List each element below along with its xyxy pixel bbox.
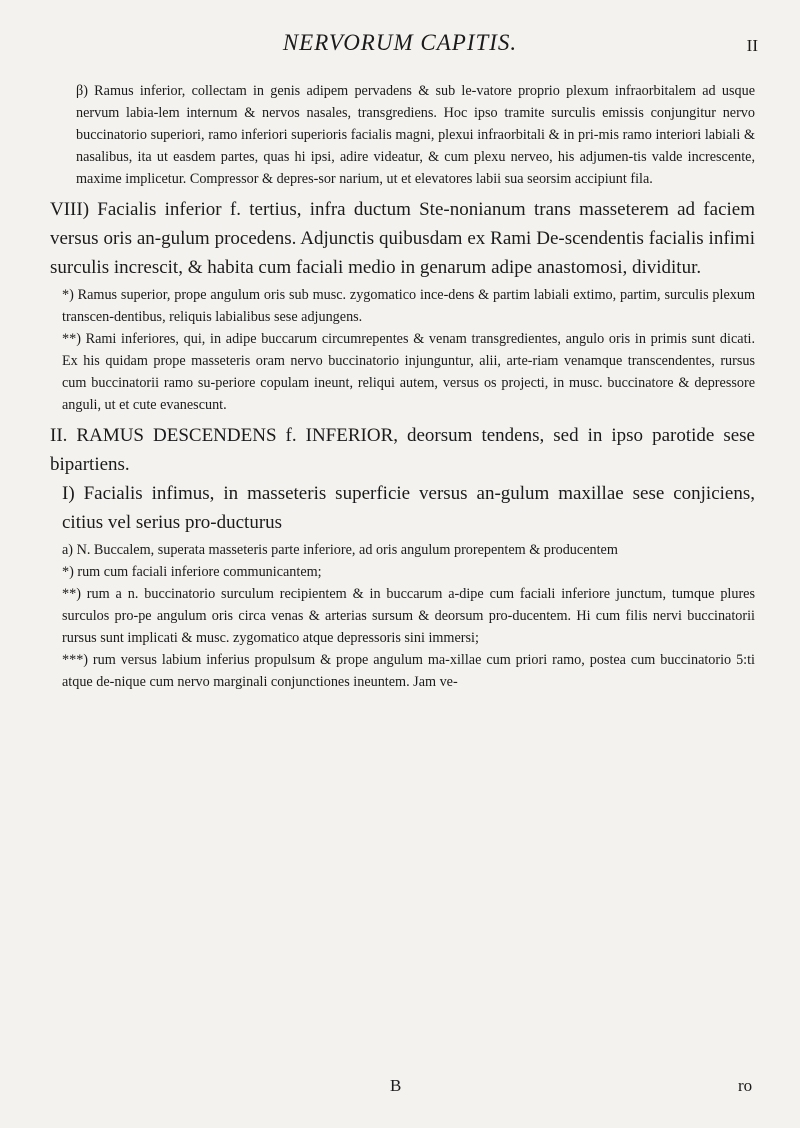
heading-facialis-infimus: I) Facialis infimus, in masseteris superficie versus an-gulum maxillae sese conjiciens, citius vel serius pro-ducturus [62, 483, 755, 533]
heading-facialis-inferior: VIII) Facialis inferior f. tertius, infra ductum Ste-nonianum trans masseterem ad faciem versus oris an-gulum procedens. Adjunctis quibusdam ex Rami De-scendentis facialis infimi surculis increscit, & habita cum faciali medio in genarum adipe anastomosi, dividitur. [50, 199, 755, 278]
paragraph-propulsum: ***) rum versus labium inferius propulsum & prope angulum ma-xillae cum priori ramo, postea cum buccinatorio 5:ti atque de-nique cum nervo marginali conjunctiones ineuntem. Jam ve- [62, 652, 755, 690]
paragraph-n-buccalem: a) N. Buccalem, superata masseteris parte inferiore, ad oris angulum prorepentem & producentem [62, 542, 618, 558]
catchword: ro [738, 1076, 753, 1095]
paragraph-communicantem: *) rum cum faciali inferiore communicantem; [62, 564, 322, 580]
paragraph-ramus-inferior: β) Ramus inferior, collectam in genis adipem pervadens & sub le-vatore proprio plexum infraorbitalem ad usque nervum labia-lem internum & nervos nasales, transgrediens. Hoc ipso tramite surculis emissis conjungitur nervo buccinatorio superiori, ramo inferiori superioris facialis magni, plexui infraorbitali & in pri-mis ramo interiori labiali & nasalibus, ita ut easdem partes, quas hi ipsi, adire videatur, & cum plexu nerveo, his adjumen-tis valde increscente, maxime implicetur. Compressor & depres-sor narium, ut et elevatores labii sua seorsim accipiunt fila. [76, 83, 755, 187]
running-head: NERVORUM CAPITIS. [282, 30, 518, 55]
page-number: II [746, 36, 758, 55]
paragraph-ramus-superior: *) Ramus superior, prope angulum oris sub musc. zygomatico ince-dens & partim labiali extimo, partim, surculis plexum transcen-dentibus, reliquis labialibus sese adjungens. [62, 287, 755, 325]
signature-mark: B [390, 1076, 402, 1095]
heading-ramus-descendens: II. RAMUS DESCENDENS f. INFERIOR, deorsum tendens, sed in ipso parotide sese bipartiens. [50, 425, 755, 475]
paragraph-rami-inferiores: **) Rami inferiores, qui, in adipe buccarum circumrepentes & venam transgredientes, angulo oris in primis sunt dicati. Ex his quidam prope masseteris oram nervo buccinatorio injunguntur, alii, arte-riam venamque transcendentes, rursus cum buccinatorii ramo su-periore copulam ineunt, reliqui autem, versus os projecti, in musc. buccinatore & depressore anguli, ut et cute evanescunt. [62, 331, 755, 413]
body-text [50, 80, 755, 693]
paragraph-recipientem: **) rum a n. buccinatorio surculum recipientem & in buccarum a-dipe cum faciali inferiore junctum, tumque plures surculos pro-pe angulum oris circa venas & arterias sursum & deorsum pro-ducentem. Hi cum filis nervi buccinatorii rursus sunt implicati & musc. zygomatico atque depressoris sini immersi; [62, 586, 755, 646]
